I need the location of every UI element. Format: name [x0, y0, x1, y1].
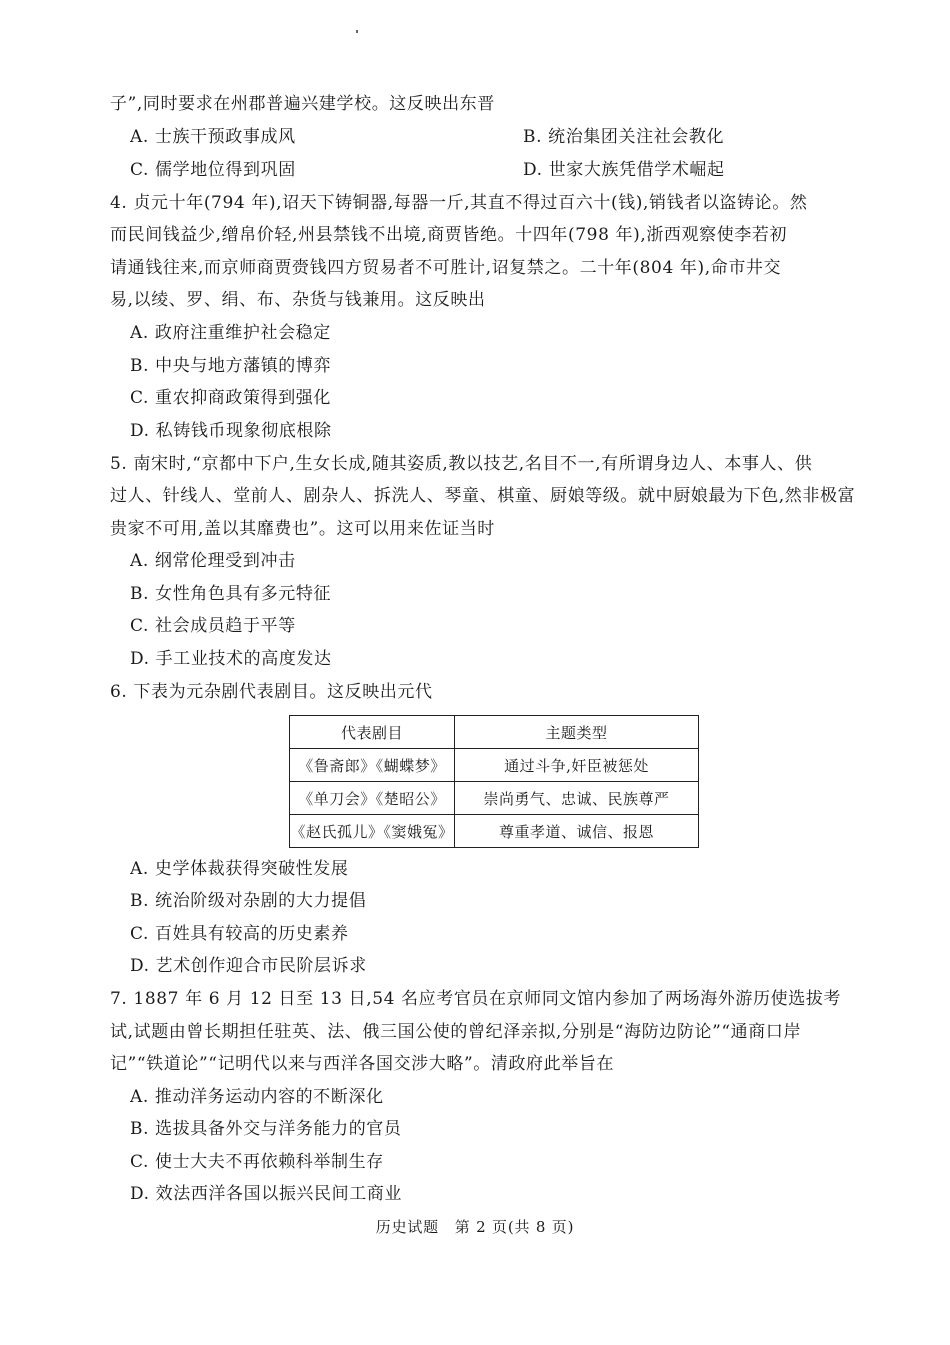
- q4-stem-line: 而民间钱益少,缯帛价轻,州县禁钱不出境,商贾皆绝。十四年(798 年),浙西观察使李若初: [110, 225, 788, 245]
- q6-stem: 6. 下表为元杂剧代表剧目。这反映出元代: [110, 682, 433, 702]
- q5-option-b: B. 女性角色具有多元特征: [130, 584, 332, 604]
- table-cell: 《赵氏孤儿》《窦娥冤》: [290, 815, 455, 848]
- table-row: [290, 782, 699, 815]
- q4-stem-line: 请通钱往来,而京师商贾赍钱四方贸易者不可胜计,诏复禁之。二十年(804 年),命市井交: [110, 258, 782, 278]
- q6-option-b: B. 统治阶级对杂剧的大力提倡: [130, 891, 367, 911]
- table-cell: 通过斗争,奸臣被惩处: [455, 749, 699, 782]
- q3-option-c: C. 儒学地位得到巩固: [130, 160, 296, 180]
- q3-stem-tail: 子”,同时要求在州郡普遍兴建学校。这反映出东晋: [110, 94, 495, 114]
- q5-stem-line: 5. 南宋时,“京都中下户,生女长成,随其姿质,教以技艺,名目不一,有所谓身边人、本事人、供: [110, 454, 813, 474]
- q3-option-a: A. 士族干预政事成风: [130, 127, 296, 147]
- table-row: [290, 749, 699, 782]
- table-cell: 尊重孝道、诚信、报恩: [455, 815, 699, 848]
- q5-option-a: A. 纲常伦理受到冲击: [130, 551, 296, 571]
- q7-option-b: B. 选拔具备外交与洋务能力的官员: [130, 1119, 402, 1139]
- q6-option-a: A. 史学体裁获得突破性发展: [130, 859, 349, 879]
- table-header-row: [290, 716, 699, 749]
- q5-option-c: C. 社会成员趋于平等: [130, 616, 296, 636]
- table-cell: 《单刀会》《楚昭公》: [290, 782, 455, 815]
- q6-option-c: C. 百姓具有较高的历史素养: [130, 924, 349, 944]
- q6-option-d: D. 艺术创作迎合市民阶层诉求: [130, 956, 367, 976]
- table-header-cell: 代表剧目: [290, 716, 455, 749]
- q7-option-d: D. 效法西洋各国以振兴民间工商业: [130, 1184, 403, 1204]
- table-cell: 崇尚勇气、忠诚、民族尊严: [455, 782, 699, 815]
- table-cell: 《鲁斋郎》《蝴蝶梦》: [290, 749, 455, 782]
- q7-option-a: A. 推动洋务运动内容的不断深化: [130, 1087, 384, 1107]
- q7-stem-line: 7. 1887 年 6 月 12 日至 13 日,54 名应考官员在京师同文馆内参加了两场海外游历使选拔考: [110, 989, 842, 1009]
- table-header-cell: 主题类型: [455, 716, 699, 749]
- q5-stem-line: 贵家不可用,盖以其靡费也”。这可以用来佐证当时: [110, 519, 495, 539]
- q7-option-c: C. 使士大夫不再依赖科举制生存: [130, 1152, 384, 1172]
- q4-option-a: A. 政府注重维护社会稳定: [130, 323, 331, 343]
- table-row: [290, 815, 699, 848]
- q7-stem-line: 记”“铁道论”“记明代以来与西洋各国交涉大略”。清政府此举旨在: [110, 1054, 615, 1074]
- scan-speck: [356, 30, 358, 33]
- q4-stem-line: 4. 贞元十年(794 年),诏天下铸铜器,每器一斤,其直不得过百六十(钱),销钱者以盗铸论。然: [110, 193, 808, 213]
- q4-option-c: C. 重农抑商政策得到强化: [130, 388, 332, 408]
- q3-option-b: B. 统治集团关注社会教化: [523, 127, 725, 147]
- q5-option-d: D. 手工业技术的高度发达: [130, 649, 332, 669]
- q5-stem-line: 过人、针线人、堂前人、剧杂人、拆洗人、琴童、棋童、厨娘等级。就中厨娘最为下色,然非极富: [110, 486, 856, 506]
- drama-table: [289, 715, 699, 848]
- q4-option-b: B. 中央与地方藩镇的博弈: [130, 356, 332, 376]
- q4-option-d: D. 私铸钱币现象彻底根除: [130, 421, 332, 441]
- page-footer: 历史试题 第 2 页(共 8 页): [375, 1218, 575, 1236]
- q4-stem-line: 易,以绫、罗、绢、布、杂货与钱兼用。这反映出: [110, 290, 486, 310]
- q3-option-d: D. 世家大族凭借学术崛起: [523, 160, 725, 180]
- q7-stem-line: 试,试题由曾长期担任驻英、法、俄三国公使的曾纪泽亲拟,分别是“海防边防论”“通商口岸: [110, 1022, 802, 1042]
